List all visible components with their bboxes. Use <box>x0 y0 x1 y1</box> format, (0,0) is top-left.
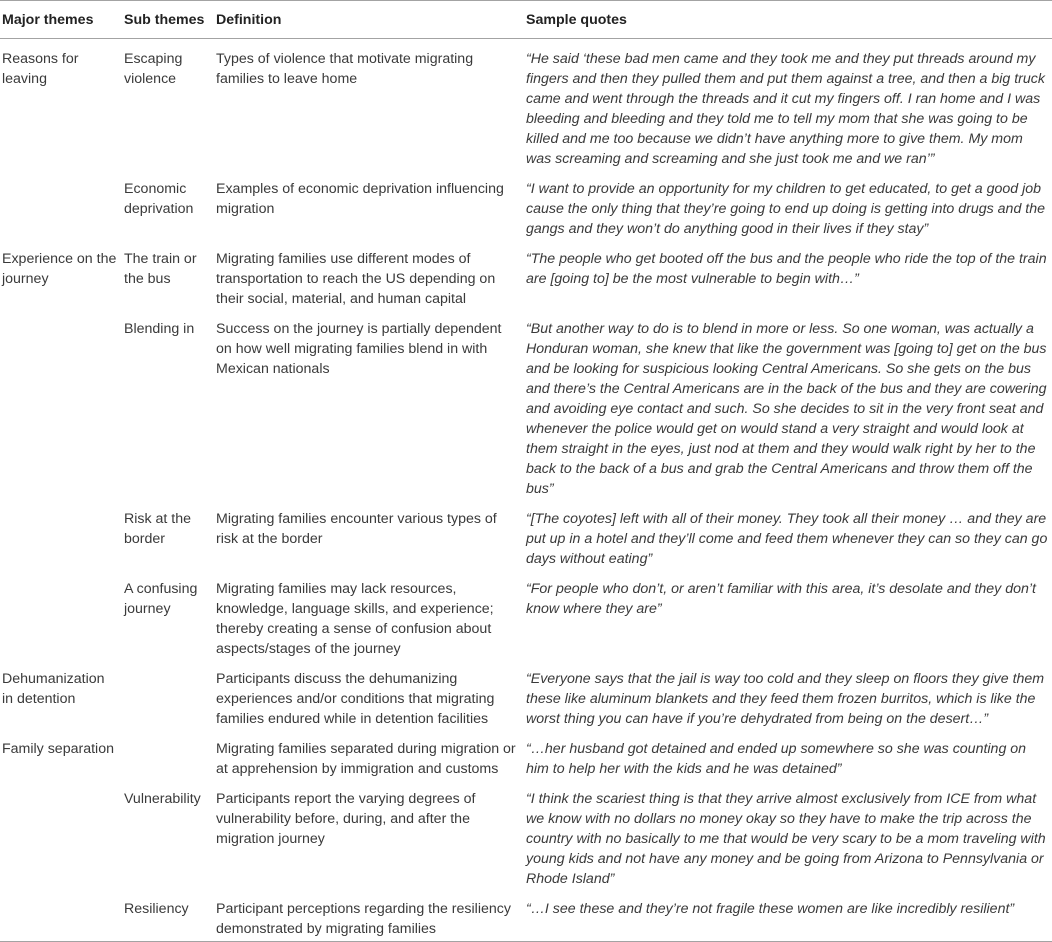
header-row <box>0 1 1052 39</box>
major-theme-cell <box>0 569 124 659</box>
major-theme-cell: Reasons for leaving <box>2 51 79 87</box>
quote-cell: “I think the scariest thing is that they arrive almost exclusively from ICE from what we know with no dollars no money okay so they have to make the trip across the country with no basically to me that would be very scary to be a mom traveling with young kids and not have any money and be going from Arizona to Pennsylvania or Rhode Island” <box>526 791 1046 887</box>
quote-cell: “Everyone says that the jail is way too cold and they sleep on floors they give them these like aluminum blankets and they feed them frozen burritos, which is like the worst thing you can have if you’re dehydrated from being on the desert…” <box>526 671 1045 727</box>
major-theme-cell <box>0 779 124 889</box>
quote-cell: “For people who don’t, or aren’t familiar with this area, it’s desolate and they don’t know where they are” <box>526 581 1036 617</box>
definition-cell: Participant perceptions regarding the resiliency demonstrated by migrating families <box>216 889 526 942</box>
major-theme-cell <box>0 499 124 569</box>
table-row <box>0 889 1052 942</box>
sub-theme-cell: Vulnerability <box>124 791 201 807</box>
sub-theme-cell: Blending in <box>124 321 195 337</box>
quote-cell: “He said ‘these bad men came and they took me and they put threads around my fingers and then they pulled them and put them against a tree, and then a big truck came and went through the threads and it cut my fingers off. I ran home and I was bleeding and bleeding and they told me to tell my mom that she was going to be killed and me too because we didn’t have anything more to give them. My mom was screaming and screaming and she just took me and we ran’” <box>526 51 1045 167</box>
quote-cell: “…I see these and they’re not fragile these women are like incredibly resilient” <box>526 889 1052 942</box>
major-theme-cell <box>0 309 124 499</box>
quote-cell: “I want to provide an opportunity for my children to get educated, to get a good job cause the only thing that they’re going to end up doing is getting into drugs and the gangs and they won’t do anything good in their lives if they stay” <box>526 181 1046 237</box>
definition-cell: Migrating families encounter various types of risk at the border <box>216 511 497 547</box>
major-theme-cell: Experience on the journey <box>2 251 117 287</box>
definition-cell: Migrating families separated during migration or at apprehension by immigration and customs <box>216 741 516 777</box>
header-sub-themes: Sub themes <box>124 1 216 39</box>
sub-theme-cell: Resiliency <box>124 889 216 942</box>
sub-theme-cell: The train or the bus <box>124 251 197 287</box>
table-row <box>0 779 1052 889</box>
quote-cell: “The people who get booted off the bus and the people who ride the top of the train are [going to] be the most vulnerable to begin with…” <box>526 251 1047 287</box>
table-row <box>0 659 1052 729</box>
header-major-themes: Major themes <box>0 1 124 39</box>
definition-cell: Success on the journey is partially dependent on how well migrating families blend in with Mexican nationals <box>216 321 502 377</box>
quote-cell: “[The coyotes] left with all of their money. They took all their money … and they are put up in a hotel and they’ll come and feed them whenever they can so they can go days without eating” <box>526 511 1048 567</box>
table-row <box>0 39 1052 170</box>
sub-theme-cell: Economic deprivation <box>124 181 194 217</box>
definition-cell: Examples of economic deprivation influencing migration <box>216 181 504 217</box>
sub-theme-cell: Escaping violence <box>124 51 183 87</box>
definition-cell: Migrating families may lack resources, knowledge, language skills, and experience; thereby creating a sense of confusion about aspects/stages of the journey <box>216 581 494 657</box>
table-row <box>0 569 1052 659</box>
table-row <box>0 169 1052 239</box>
table-row <box>0 309 1052 499</box>
definition-cell: Migrating families use different modes of transportation to reach the US depending on their social, material, and human capital <box>216 251 496 307</box>
sub-theme-cell <box>124 729 216 779</box>
sub-theme-cell <box>124 659 216 729</box>
definition-cell: Participants report the varying degrees of vulnerability before, during, and after the migration journey <box>216 791 476 847</box>
table-row <box>0 729 1052 779</box>
major-theme-cell <box>0 169 124 239</box>
header-definition: Definition <box>216 1 526 39</box>
major-theme-cell: Dehumanization in detention <box>2 671 105 707</box>
quote-cell: “…her husband got detained and ended up somewhere so she was counting on him to help her with the kids and he was detained” <box>526 741 1027 777</box>
header-sample-quotes: Sample quotes <box>526 1 1052 39</box>
definition-cell: Types of violence that motivate migrating families to leave home <box>216 51 474 87</box>
quote-cell: “But another way to do is to blend in more or less. So one woman, was actually a Honduran woman, she knew that like the government was [going to] get on the bus and be looking for suspicious looking Central Americans. So she gets on the bus and there’s the Central Americans are in the back of the bus and they are cowering and avoiding eye contact and such. So she decides to sit in the very front seat and whenever the police would get on would stand a very straight and would look at them straight in the eyes, just nod at them and they would walk right by her to the back to the back of a bus and grab the Central Americans and throw them off the bus” <box>526 321 1047 497</box>
major-theme-cell <box>0 889 124 942</box>
major-theme-cell: Family separation <box>2 741 114 757</box>
definition-cell: Participants discuss the dehumanizing experiences and/or conditions that migrating families endured while in detention facilities <box>216 671 495 727</box>
table-row <box>0 239 1052 309</box>
sub-theme-cell: Risk at the border <box>124 511 192 547</box>
table-row <box>0 499 1052 569</box>
sub-theme-cell: A confusing journey <box>124 581 198 617</box>
